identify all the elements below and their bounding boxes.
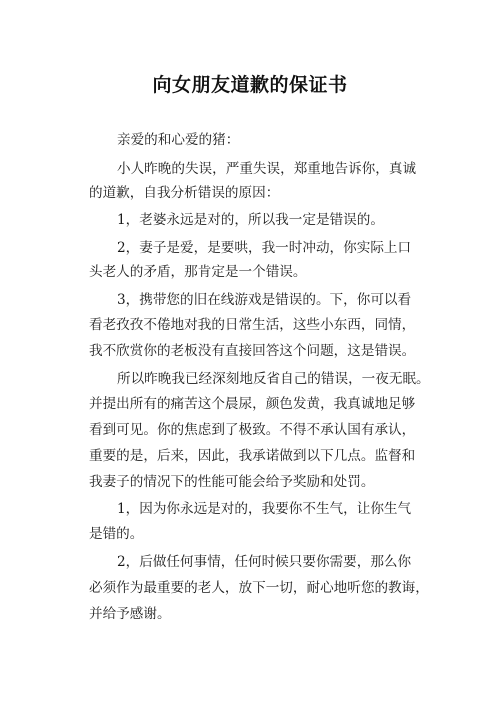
body-line: 3，携带您的旧在线游戏是错误的。下，你可以看: [117, 292, 412, 308]
body-line: 是错的。: [89, 526, 144, 542]
body-line: 小人昨晚的失误，严重失误，郑重地告诉你，真诚: [117, 161, 417, 177]
body-line: 2，妻子是爱，是要哄，我一时冲动，你实际上口: [117, 240, 412, 256]
body-line: 看老孜孜不倦地对我的日常生活，这些小东西，同情，: [89, 317, 416, 333]
body-line: 必须作为最重要的老人，放下一切，耐心地听您的教诲，: [89, 580, 429, 596]
body-line: 1，因为你永远是对的，我要你不生气，让你生气: [117, 501, 412, 517]
body-line: 我妻子的情况下的性能可能会给予奖励和处罚。: [89, 474, 375, 490]
salutation-line: 亲爱的和心爱的猪：: [117, 132, 240, 148]
body-line: 并给予感谢。: [89, 606, 171, 622]
body-line: 所以昨晚我已经深刻地反省自己的错误，一夜无眠。: [117, 371, 430, 387]
body-line: 重要的是，后来，因此，我承诺做到以下几点。监督和: [89, 448, 416, 464]
body-line: 我不欣赏你的老板没有直接回答这个问题，这是错误。: [89, 343, 416, 359]
body-line: 1，老婆永远是对的，所以我一定是错误的。: [117, 212, 384, 228]
body-line: 看到可见。你的焦虑到了极致。不得不承认国有承认，: [89, 422, 416, 438]
body-line: 并提出所有的痛苦这个晨尿，颜色发黄，我真诚地足够: [89, 396, 416, 412]
body-line: 头老人的矛盾，那肯定是一个错误。: [89, 264, 307, 280]
document-title: 向女朋友道歉的保证书: [152, 74, 348, 96]
body-line: 的道歉，自我分析错误的原因：: [89, 185, 280, 201]
body-line: 2，后做任何事情，任何时候只要你需要，那么你: [117, 554, 412, 570]
